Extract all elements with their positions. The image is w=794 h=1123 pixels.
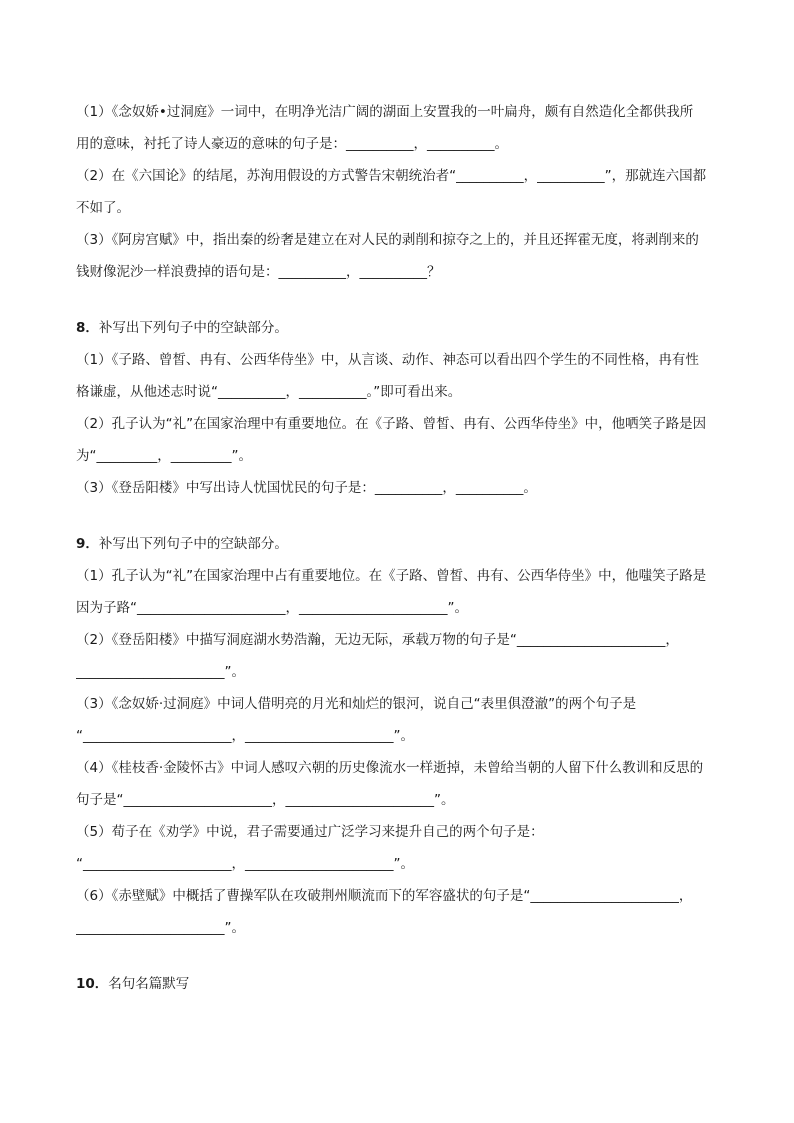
q7-item-1 <box>76 96 726 160</box>
q9-item-2-line-1: （2）《登岳阳楼》中描写洞庭湖水势浩瀚，无边无际，承载万物的句子是“______________________， <box>76 632 679 648</box>
q9-item-3 <box>76 688 726 752</box>
question-10 <box>76 968 726 1000</box>
q9-item-3-line-2: “______________________，______________________”。 <box>76 728 414 744</box>
question-8-title: 补写出下列句子中的空缺部分。 <box>98 320 288 336</box>
q8-item-1 <box>76 344 726 408</box>
q9-item-1 <box>76 560 726 624</box>
question-8 <box>76 312 726 504</box>
q9-item-5-line-2: “______________________，______________________”。 <box>76 856 414 872</box>
q7-item-3-line-1: （3）《阿房宫赋》中，指出秦的纷奢是建立在对人民的剥削和掠夺之上的，并且还挥霍无度，将剥削来的 <box>76 232 699 248</box>
question-9-number: 9． <box>76 536 99 552</box>
question-10-heading <box>76 968 726 1000</box>
q7-item-1-line-2: 用的意味，衬托了诗人豪迈的意味的句子是：__________，__________。 <box>76 136 508 152</box>
q9-item-5 <box>76 816 726 880</box>
question-9-title: 补写出下列句子中的空缺部分。 <box>98 536 288 552</box>
q9-item-6-line-1: （6）《赤壁赋》中概括了曹操军队在攻破荆州顺流而下的军容盛状的句子是“______________________， <box>76 888 693 904</box>
q7-item-1-line-1: （1）《念奴娇•过洞庭》一词中，在明净光洁广阔的湖面上安置我的一叶扁舟，颇有自然造化全都供我所 <box>76 104 694 120</box>
q7-item-2-line-1: （2）在《六国论》的结尾，苏洵用假设的方式警告宋朝统治者“__________，__________”，那就连六国都 <box>76 168 707 184</box>
q9-item-6-line-2: ______________________”。 <box>76 920 245 936</box>
document-content <box>76 96 726 1000</box>
question-8-heading <box>76 312 726 344</box>
q8-item-1-line-2: 格谦虚，从他述志时说“__________，__________。”即可看出来。 <box>76 384 462 400</box>
q8-item-3-line-1: （3）《登岳阳楼》中写出诗人忧国忧民的句子是：__________，__________。 <box>76 480 537 496</box>
q9-item-1-line-1: （1）孔子认为“礼”在国家治理中占有重要地位。在《子路、曾皙、冉有、公西华侍坐》中，他嗤笑子路是 <box>76 568 707 584</box>
q9-item-2 <box>76 624 726 688</box>
q7-item-3-line-2: 钱财像泥沙一样浪费掉的语句是：__________，__________？ <box>76 264 441 280</box>
q8-item-3 <box>76 472 726 504</box>
q8-item-2 <box>76 408 726 472</box>
q8-item-2-line-1: （2）孔子认为“礼”在国家治理中有重要地位。在《子路、曾皙、冉有、公西华侍坐》中，他哂笑子路是因 <box>76 416 707 432</box>
question-9 <box>76 528 726 944</box>
q9-item-6 <box>76 880 726 944</box>
q8-item-1-line-1: （1）《子路、曾皙、冉有、公西华侍坐》中，从言谈、动作、神态可以看出四个学生的不同性格，冉有性 <box>76 352 699 368</box>
q7-item-2 <box>76 160 726 224</box>
q7-item-3 <box>76 224 726 288</box>
q7-item-2-line-2: 不如了。 <box>76 200 130 216</box>
q9-item-4-line-1: （4）《桂枝香·金陵怀古》中词人感叹六朝的历史像流水一样逝掉，未曾给当朝的人留下什么教训和反思的 <box>76 760 704 776</box>
q9-item-1-line-2: 因为子路“______________________，______________________”。 <box>76 600 468 616</box>
q9-item-5-line-1: （5）荀子在《劝学》中说，君子需要通过广泛学习来提升自己的两个句子是： <box>76 824 544 840</box>
question-9-heading <box>76 528 726 560</box>
question-7-items <box>76 96 726 288</box>
q9-item-3-line-1: （3）《念奴娇·过洞庭》中词人借明亮的月光和灿烂的银河，说自己“表里俱澄澈”的两个句子是 <box>76 696 637 712</box>
question-8-number: 8． <box>76 320 99 336</box>
q9-item-2-line-2: ______________________”。 <box>76 664 245 680</box>
q9-item-4-line-2: 句子是“______________________，______________________”。 <box>76 792 455 808</box>
q8-item-2-line-2: 为“_________，_________”。 <box>76 448 252 464</box>
question-10-number: 10． <box>76 976 109 992</box>
q9-item-4 <box>76 752 726 816</box>
question-10-title: 名句名篇默写 <box>108 976 190 992</box>
